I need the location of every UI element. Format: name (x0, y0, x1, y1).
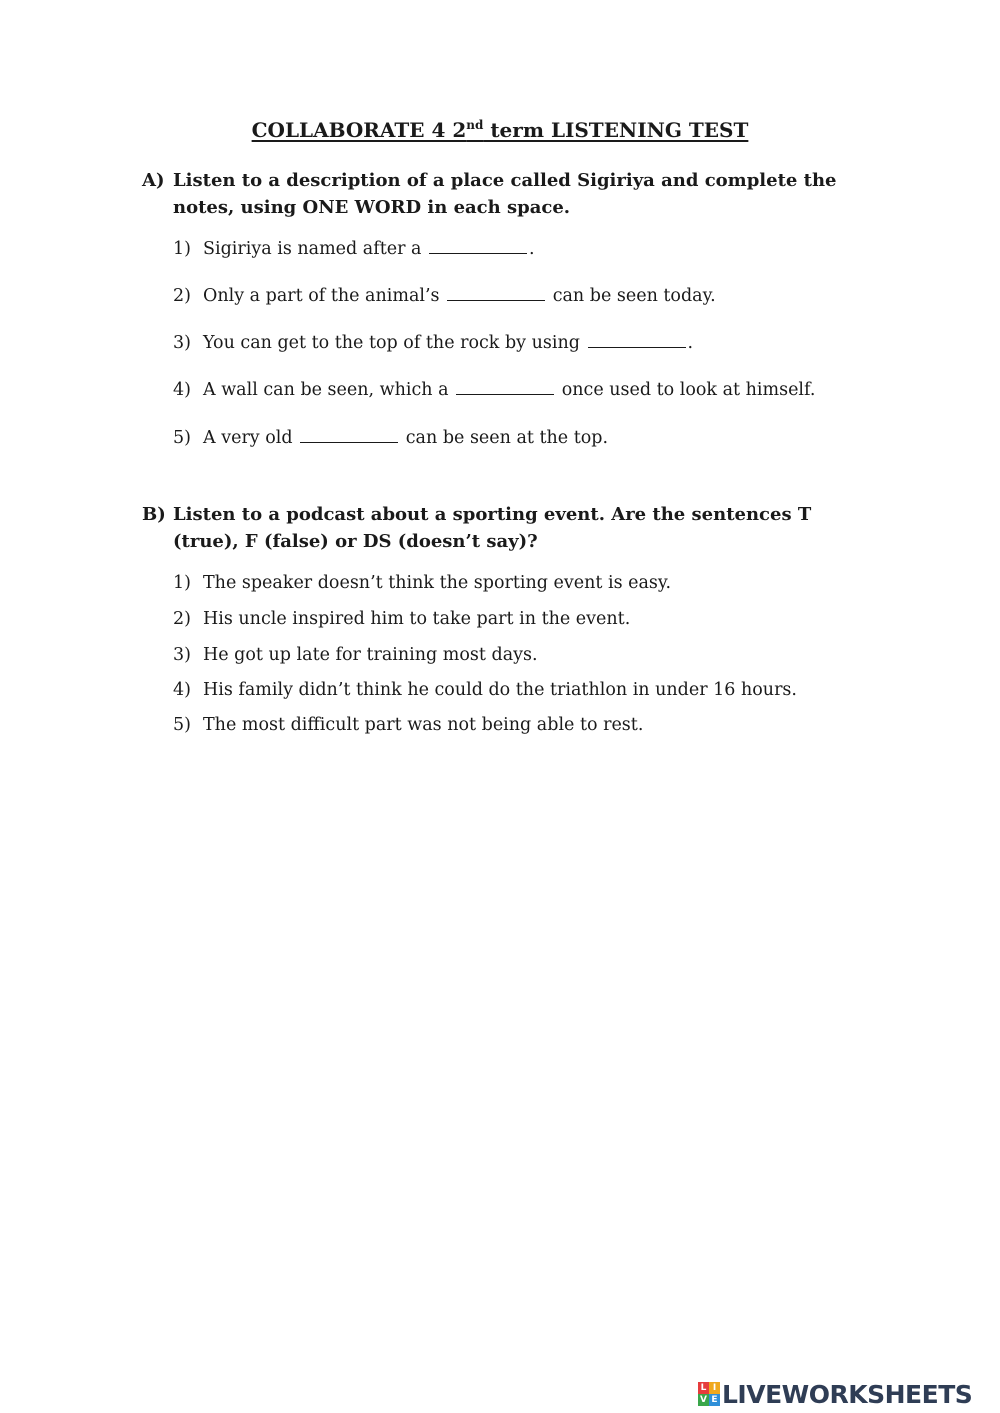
question-item: 4) A wall can be seen, which a once used to look at himself. (173, 380, 816, 400)
statement-item: 5) The most difficult part was not being able to rest. (173, 715, 644, 735)
section-b-letter: B) (142, 504, 166, 525)
answer-blank[interactable] (300, 428, 398, 443)
logo-mark-icon: L I V E (698, 1382, 720, 1406)
answer-blank[interactable] (447, 286, 545, 301)
section-a-instruction: A) Listen to a description of a place called Sigiriya and complete the notes, using ONE WORD in each space. (142, 167, 862, 221)
answer-blank[interactable] (456, 380, 554, 395)
answer-blank[interactable] (588, 333, 686, 348)
question-item: 5) A very old can be seen at the top. (173, 428, 609, 448)
question-item: 1) Sigiriya is named after a . (173, 239, 535, 259)
page-title: COLLABORATE 4 2nd term LISTENING TEST (251, 118, 749, 142)
answer-blank[interactable] (429, 239, 527, 254)
statement-item: 1) The speaker doesn’t think the sporting event is easy. (173, 573, 672, 593)
statement-item: 4) His family didn’t think he could do the triathlon in under 16 hours. (173, 680, 797, 700)
liveworksheets-logo[interactable] (698, 1378, 972, 1410)
section-b (142, 501, 862, 735)
section-a (142, 167, 862, 448)
logo-text: LIVEWORKSHEETS (722, 1379, 973, 1409)
statement-item: 2) His uncle inspired him to take part in the event. (173, 609, 631, 629)
section-b-instruction: B) Listen to a podcast about a sporting event. Are the sentences T (true), F (false) or DS (doesn’t say)? (142, 501, 862, 555)
section-a-letter: A) (142, 170, 165, 191)
statement-item: 3) He got up late for training most days. (173, 645, 538, 665)
question-item: 2) Only a part of the animal’s can be seen today. (173, 286, 716, 306)
question-item: 3) You can get to the top of the rock by using . (173, 333, 694, 353)
